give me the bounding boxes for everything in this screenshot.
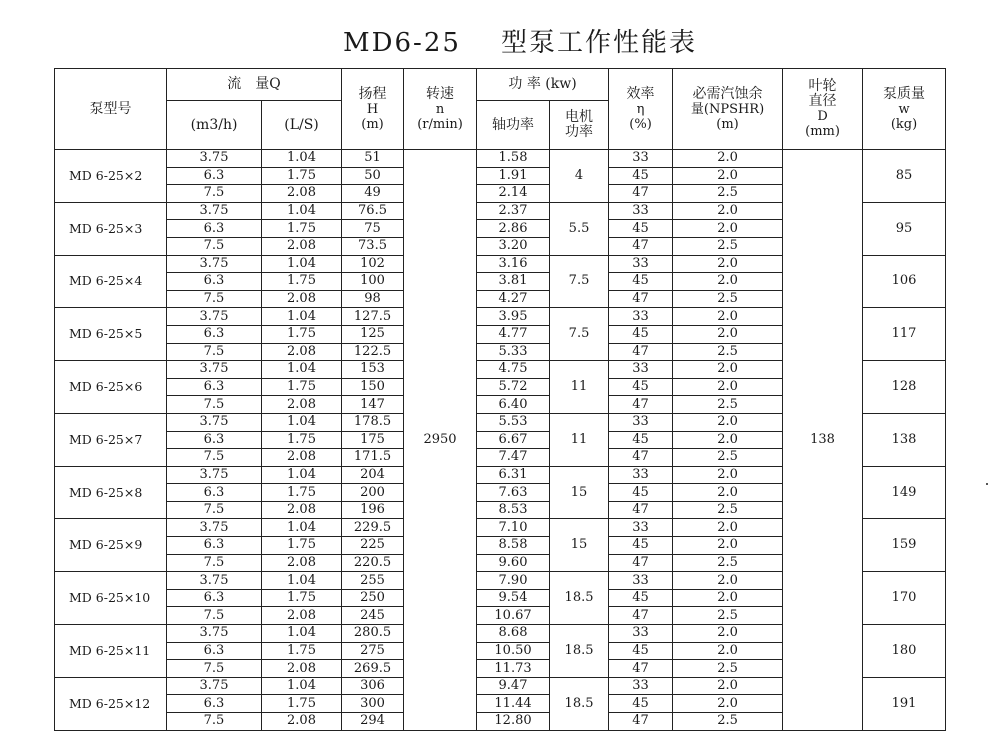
shaft-power-cell: 11.73 xyxy=(477,660,550,678)
shaft-power-cell: 1.58 xyxy=(477,150,550,168)
flow-ls-cell: 2.08 xyxy=(262,554,342,572)
speed-cell: 2950 xyxy=(404,150,477,731)
flow-m3h-cell: 6.3 xyxy=(167,325,262,343)
flow-ls-cell: 2.08 xyxy=(262,237,342,255)
flow-m3h-cell: 7.5 xyxy=(167,713,262,731)
npshr-cell: 2.0 xyxy=(673,167,783,185)
npshr-cell: 2.0 xyxy=(673,431,783,449)
mass-cell: 106 xyxy=(863,255,946,308)
npshr-cell: 2.5 xyxy=(673,396,783,414)
efficiency-cell: 45 xyxy=(609,273,673,291)
flow-ls-cell: 1.04 xyxy=(262,572,342,590)
flow-ls-cell: 2.08 xyxy=(262,713,342,731)
npshr-cell: 2.0 xyxy=(673,255,783,273)
header-impeller: 叶轮 直径 D (mm) xyxy=(783,69,863,150)
flow-m3h-cell: 7.5 xyxy=(167,237,262,255)
head-cell: 245 xyxy=(342,607,404,625)
flow-m3h-cell: 7.5 xyxy=(167,290,262,308)
npshr-cell: 2.5 xyxy=(673,185,783,203)
head-cell: 255 xyxy=(342,572,404,590)
header-efficiency: 效率 η (%) xyxy=(609,69,673,150)
flow-ls-cell: 1.04 xyxy=(262,202,342,220)
flow-m3h-cell: 3.75 xyxy=(167,308,262,326)
motor-power-cell: 11 xyxy=(550,413,609,466)
flow-ls-cell: 2.08 xyxy=(262,660,342,678)
head-cell: 220.5 xyxy=(342,554,404,572)
efficiency-cell: 45 xyxy=(609,695,673,713)
efficiency-cell: 47 xyxy=(609,396,673,414)
npshr-cell: 2.5 xyxy=(673,554,783,572)
flow-ls-cell: 2.08 xyxy=(262,343,342,361)
flow-m3h-cell: 7.5 xyxy=(167,185,262,203)
efficiency-cell: 47 xyxy=(609,501,673,519)
flow-ls-cell: 1.75 xyxy=(262,431,342,449)
efficiency-cell: 47 xyxy=(609,343,673,361)
npshr-cell: 2.5 xyxy=(673,501,783,519)
flow-m3h-cell: 6.3 xyxy=(167,220,262,238)
table-header xyxy=(55,69,946,150)
shaft-power-cell: 10.67 xyxy=(477,607,550,625)
flow-m3h-cell: 6.3 xyxy=(167,273,262,291)
shaft-power-cell: 1.91 xyxy=(477,167,550,185)
flow-ls-cell: 2.08 xyxy=(262,449,342,467)
header-npshr: 必需汽蚀余 量(NPSHR) (m) xyxy=(673,69,783,150)
head-cell: 204 xyxy=(342,466,404,484)
shaft-power-cell: 3.95 xyxy=(477,308,550,326)
npshr-cell: 2.0 xyxy=(673,220,783,238)
performance-table xyxy=(54,68,946,731)
efficiency-cell: 45 xyxy=(609,589,673,607)
efficiency-cell: 45 xyxy=(609,431,673,449)
npshr-cell: 2.0 xyxy=(673,484,783,502)
efficiency-cell: 45 xyxy=(609,167,673,185)
npshr-cell: 2.0 xyxy=(673,589,783,607)
flow-ls-cell: 1.04 xyxy=(262,466,342,484)
head-cell: 300 xyxy=(342,695,404,713)
flow-ls-cell: 2.08 xyxy=(262,607,342,625)
efficiency-cell: 33 xyxy=(609,677,673,695)
shaft-power-cell: 7.10 xyxy=(477,519,550,537)
head-cell: 250 xyxy=(342,589,404,607)
model-cell: MD 6-25×3 xyxy=(55,202,167,255)
motor-power-cell: 18.5 xyxy=(550,677,609,730)
flow-m3h-cell: 3.75 xyxy=(167,625,262,643)
head-cell: 76.5 xyxy=(342,202,404,220)
flow-m3h-cell: 6.3 xyxy=(167,378,262,396)
flow-m3h-cell: 6.3 xyxy=(167,589,262,607)
shaft-power-cell: 4.27 xyxy=(477,290,550,308)
flow-m3h-cell: 7.5 xyxy=(167,554,262,572)
efficiency-cell: 47 xyxy=(609,607,673,625)
head-cell: 229.5 xyxy=(342,519,404,537)
header-speed: 转速 n (r/min) xyxy=(404,69,477,150)
npshr-cell: 2.0 xyxy=(673,625,783,643)
head-cell: 171.5 xyxy=(342,449,404,467)
motor-power-cell: 7.5 xyxy=(550,255,609,308)
header-flow-m3h: (m3/h) xyxy=(167,101,262,150)
head-cell: 200 xyxy=(342,484,404,502)
flow-ls-cell: 1.75 xyxy=(262,589,342,607)
npshr-cell: 2.0 xyxy=(673,572,783,590)
efficiency-cell: 33 xyxy=(609,150,673,168)
npshr-cell: 2.0 xyxy=(673,150,783,168)
scan-speck xyxy=(986,483,988,485)
model-cell: MD 6-25×12 xyxy=(55,677,167,730)
npshr-cell: 2.0 xyxy=(673,378,783,396)
npshr-cell: 2.0 xyxy=(673,413,783,431)
efficiency-cell: 45 xyxy=(609,378,673,396)
shaft-power-cell: 2.37 xyxy=(477,202,550,220)
table-row xyxy=(55,150,946,168)
head-cell: 280.5 xyxy=(342,625,404,643)
motor-power-cell: 5.5 xyxy=(550,202,609,255)
head-cell: 306 xyxy=(342,677,404,695)
title-suffix: 型泵工作性能表 xyxy=(500,28,697,58)
head-cell: 98 xyxy=(342,290,404,308)
npshr-cell: 2.0 xyxy=(673,202,783,220)
flow-ls-cell: 1.04 xyxy=(262,255,342,273)
flow-ls-cell: 1.75 xyxy=(262,325,342,343)
title-model: MD6-25 xyxy=(343,28,461,58)
flow-m3h-cell: 7.5 xyxy=(167,449,262,467)
header-flow-ls: (L/S) xyxy=(262,101,342,150)
efficiency-cell: 45 xyxy=(609,325,673,343)
flow-m3h-cell: 3.75 xyxy=(167,150,262,168)
flow-m3h-cell: 6.3 xyxy=(167,484,262,502)
mass-cell: 95 xyxy=(863,202,946,255)
shaft-power-cell: 9.54 xyxy=(477,589,550,607)
head-cell: 51 xyxy=(342,150,404,168)
npshr-cell: 2.0 xyxy=(673,519,783,537)
npshr-cell: 2.0 xyxy=(673,537,783,555)
model-cell: MD 6-25×6 xyxy=(55,361,167,414)
table-body xyxy=(55,150,946,731)
flow-ls-cell: 1.04 xyxy=(262,413,342,431)
model-cell: MD 6-25×8 xyxy=(55,466,167,519)
model-cell: MD 6-25×4 xyxy=(55,255,167,308)
efficiency-cell: 33 xyxy=(609,413,673,431)
head-cell: 102 xyxy=(342,255,404,273)
shaft-power-cell: 10.50 xyxy=(477,642,550,660)
efficiency-cell: 47 xyxy=(609,290,673,308)
mass-cell: 180 xyxy=(863,625,946,678)
motor-power-cell: 18.5 xyxy=(550,625,609,678)
flow-ls-cell: 2.08 xyxy=(262,185,342,203)
flow-ls-cell: 1.75 xyxy=(262,484,342,502)
flow-ls-cell: 1.75 xyxy=(262,378,342,396)
flow-ls-cell: 1.75 xyxy=(262,642,342,660)
npshr-cell: 2.5 xyxy=(673,290,783,308)
header-shaft-power: 轴功率 xyxy=(477,101,550,150)
header-mass: 泵质量 w (kg) xyxy=(863,69,946,150)
flow-ls-cell: 1.75 xyxy=(262,537,342,555)
shaft-power-cell: 9.47 xyxy=(477,677,550,695)
head-cell: 196 xyxy=(342,501,404,519)
shaft-power-cell: 3.81 xyxy=(477,273,550,291)
efficiency-cell: 33 xyxy=(609,255,673,273)
efficiency-cell: 47 xyxy=(609,713,673,731)
flow-ls-cell: 1.04 xyxy=(262,150,342,168)
mass-cell: 170 xyxy=(863,572,946,625)
flow-ls-cell: 1.04 xyxy=(262,519,342,537)
flow-ls-cell: 1.04 xyxy=(262,677,342,695)
flow-m3h-cell: 7.5 xyxy=(167,607,262,625)
npshr-cell: 2.5 xyxy=(673,660,783,678)
flow-m3h-cell: 3.75 xyxy=(167,361,262,379)
flow-ls-cell: 1.75 xyxy=(262,220,342,238)
efficiency-cell: 47 xyxy=(609,660,673,678)
efficiency-cell: 47 xyxy=(609,449,673,467)
flow-ls-cell: 2.08 xyxy=(262,290,342,308)
flow-ls-cell: 1.04 xyxy=(262,308,342,326)
flow-ls-cell: 1.04 xyxy=(262,361,342,379)
head-cell: 100 xyxy=(342,273,404,291)
shaft-power-cell: 7.90 xyxy=(477,572,550,590)
shaft-power-cell: 11.44 xyxy=(477,695,550,713)
shaft-power-cell: 9.60 xyxy=(477,554,550,572)
shaft-power-cell: 7.63 xyxy=(477,484,550,502)
head-cell: 153 xyxy=(342,361,404,379)
motor-power-cell: 7.5 xyxy=(550,308,609,361)
model-cell: MD 6-25×9 xyxy=(55,519,167,572)
npshr-cell: 2.5 xyxy=(673,237,783,255)
header-power: 功 率 (kw) xyxy=(477,69,609,101)
model-cell: MD 6-25×10 xyxy=(55,572,167,625)
efficiency-cell: 45 xyxy=(609,537,673,555)
motor-power-cell: 15 xyxy=(550,519,609,572)
flow-m3h-cell: 3.75 xyxy=(167,413,262,431)
shaft-power-cell: 5.33 xyxy=(477,343,550,361)
efficiency-cell: 33 xyxy=(609,308,673,326)
header-model: 泵型号 xyxy=(55,69,167,150)
impeller-cell: 138 xyxy=(783,150,863,731)
efficiency-cell: 47 xyxy=(609,237,673,255)
npshr-cell: 2.0 xyxy=(673,325,783,343)
head-cell: 49 xyxy=(342,185,404,203)
flow-m3h-cell: 7.5 xyxy=(167,501,262,519)
shaft-power-cell: 8.58 xyxy=(477,537,550,555)
head-cell: 75 xyxy=(342,220,404,238)
flow-m3h-cell: 3.75 xyxy=(167,466,262,484)
head-cell: 225 xyxy=(342,537,404,555)
shaft-power-cell: 2.14 xyxy=(477,185,550,203)
head-cell: 294 xyxy=(342,713,404,731)
flow-m3h-cell: 6.3 xyxy=(167,537,262,555)
flow-ls-cell: 2.08 xyxy=(262,501,342,519)
shaft-power-cell: 2.86 xyxy=(477,220,550,238)
efficiency-cell: 33 xyxy=(609,202,673,220)
header-motor-power: 电机 功率 xyxy=(550,101,609,150)
model-cell: MD 6-25×5 xyxy=(55,308,167,361)
head-cell: 125 xyxy=(342,325,404,343)
efficiency-cell: 33 xyxy=(609,466,673,484)
efficiency-cell: 33 xyxy=(609,625,673,643)
shaft-power-cell: 8.53 xyxy=(477,501,550,519)
npshr-cell: 2.5 xyxy=(673,713,783,731)
flow-m3h-cell: 3.75 xyxy=(167,202,262,220)
motor-power-cell: 18.5 xyxy=(550,572,609,625)
mass-cell: 149 xyxy=(863,466,946,519)
model-cell: MD 6-25×2 xyxy=(55,150,167,203)
head-cell: 175 xyxy=(342,431,404,449)
head-cell: 150 xyxy=(342,378,404,396)
npshr-cell: 2.0 xyxy=(673,361,783,379)
model-cell: MD 6-25×7 xyxy=(55,413,167,466)
flow-m3h-cell: 6.3 xyxy=(167,431,262,449)
shaft-power-cell: 3.16 xyxy=(477,255,550,273)
head-cell: 73.5 xyxy=(342,237,404,255)
shaft-power-cell: 4.75 xyxy=(477,361,550,379)
flow-ls-cell: 1.75 xyxy=(262,695,342,713)
motor-power-cell: 15 xyxy=(550,466,609,519)
shaft-power-cell: 6.40 xyxy=(477,396,550,414)
flow-m3h-cell: 3.75 xyxy=(167,519,262,537)
efficiency-cell: 45 xyxy=(609,220,673,238)
motor-power-cell: 11 xyxy=(550,361,609,414)
efficiency-cell: 47 xyxy=(609,554,673,572)
shaft-power-cell: 5.72 xyxy=(477,378,550,396)
head-cell: 147 xyxy=(342,396,404,414)
npshr-cell: 2.0 xyxy=(673,466,783,484)
npshr-cell: 2.5 xyxy=(673,449,783,467)
npshr-cell: 2.0 xyxy=(673,695,783,713)
npshr-cell: 2.5 xyxy=(673,343,783,361)
flow-m3h-cell: 3.75 xyxy=(167,572,262,590)
efficiency-cell: 33 xyxy=(609,361,673,379)
header-head: 扬程 H (m) xyxy=(342,69,404,150)
efficiency-cell: 33 xyxy=(609,519,673,537)
efficiency-cell: 47 xyxy=(609,185,673,203)
flow-m3h-cell: 3.75 xyxy=(167,677,262,695)
head-cell: 269.5 xyxy=(342,660,404,678)
mass-cell: 191 xyxy=(863,677,946,730)
flow-m3h-cell: 6.3 xyxy=(167,167,262,185)
shaft-power-cell: 6.67 xyxy=(477,431,550,449)
mass-cell: 138 xyxy=(863,413,946,466)
shaft-power-cell: 12.80 xyxy=(477,713,550,731)
page-title xyxy=(0,22,1000,59)
mass-cell: 117 xyxy=(863,308,946,361)
flow-m3h-cell: 7.5 xyxy=(167,343,262,361)
head-cell: 50 xyxy=(342,167,404,185)
head-cell: 275 xyxy=(342,642,404,660)
motor-power-cell: 4 xyxy=(550,150,609,203)
npshr-cell: 2.5 xyxy=(673,607,783,625)
efficiency-cell: 45 xyxy=(609,642,673,660)
mass-cell: 128 xyxy=(863,361,946,414)
npshr-cell: 2.0 xyxy=(673,677,783,695)
flow-m3h-cell: 7.5 xyxy=(167,660,262,678)
npshr-cell: 2.0 xyxy=(673,273,783,291)
flow-m3h-cell: 6.3 xyxy=(167,695,262,713)
head-cell: 127.5 xyxy=(342,308,404,326)
shaft-power-cell: 8.68 xyxy=(477,625,550,643)
shaft-power-cell: 4.77 xyxy=(477,325,550,343)
flow-m3h-cell: 6.3 xyxy=(167,642,262,660)
npshr-cell: 2.0 xyxy=(673,642,783,660)
flow-ls-cell: 2.08 xyxy=(262,396,342,414)
flow-ls-cell: 1.75 xyxy=(262,273,342,291)
header-flow: 流 量Q xyxy=(167,69,342,101)
efficiency-cell: 45 xyxy=(609,484,673,502)
shaft-power-cell: 6.31 xyxy=(477,466,550,484)
model-cell: MD 6-25×11 xyxy=(55,625,167,678)
head-cell: 178.5 xyxy=(342,413,404,431)
flow-m3h-cell: 7.5 xyxy=(167,396,262,414)
efficiency-cell: 33 xyxy=(609,572,673,590)
mass-cell: 85 xyxy=(863,150,946,203)
flow-ls-cell: 1.04 xyxy=(262,625,342,643)
npshr-cell: 2.0 xyxy=(673,308,783,326)
shaft-power-cell: 5.53 xyxy=(477,413,550,431)
shaft-power-cell: 3.20 xyxy=(477,237,550,255)
flow-ls-cell: 1.75 xyxy=(262,167,342,185)
head-cell: 122.5 xyxy=(342,343,404,361)
flow-m3h-cell: 3.75 xyxy=(167,255,262,273)
shaft-power-cell: 7.47 xyxy=(477,449,550,467)
mass-cell: 159 xyxy=(863,519,946,572)
